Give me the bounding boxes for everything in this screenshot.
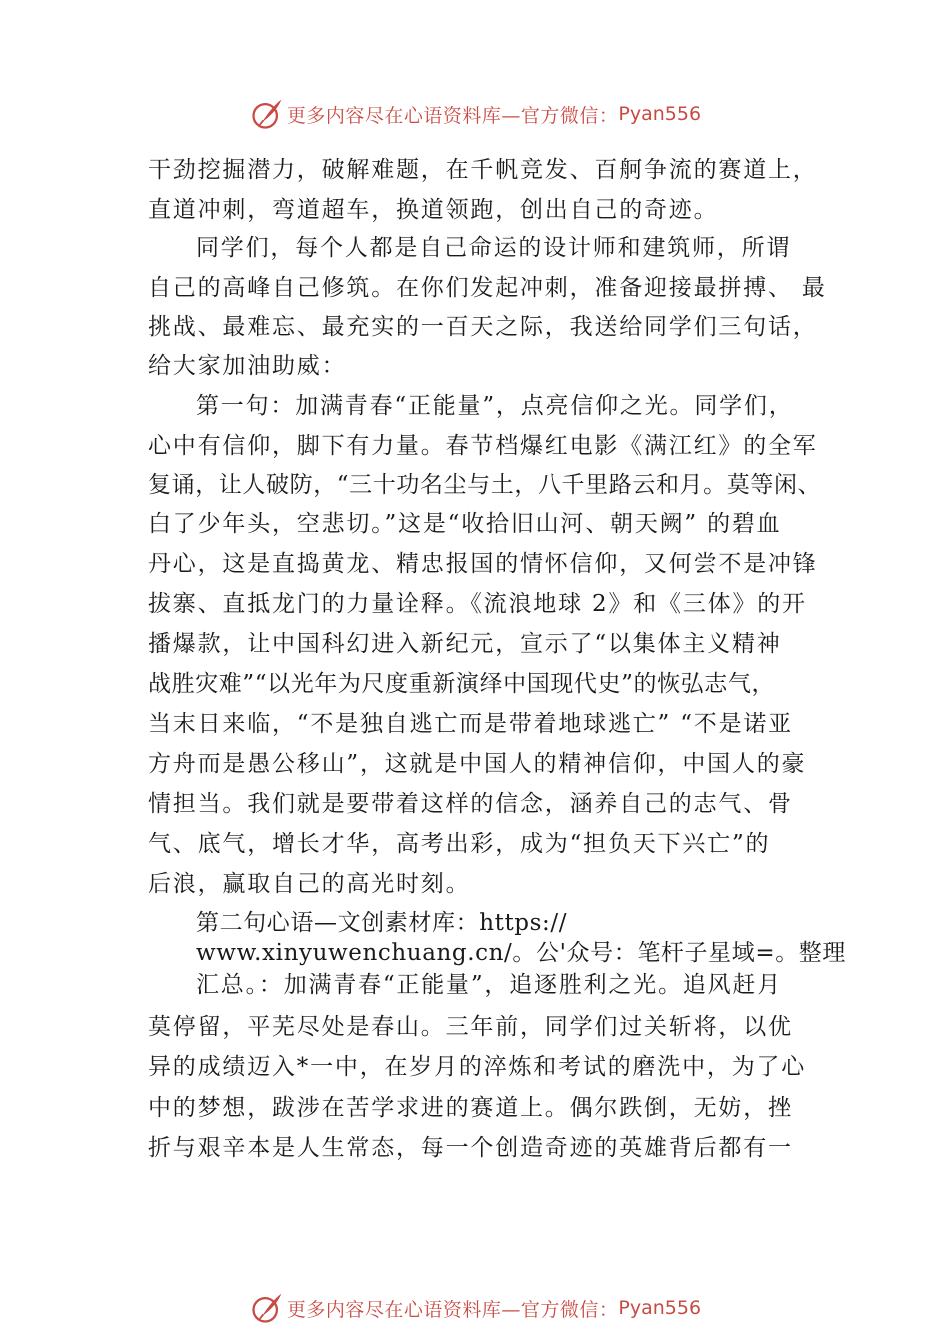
text-line: 复诵，让人破防，“三十功名尘与土，八千里路云和月。莫等闲、	[148, 472, 822, 498]
text-line: 折与艰辛本是人生常态，每一个创造奇迹的英雄背后都有一	[148, 1135, 793, 1161]
text-line: 方舟而是愚公移山”，这就是中国人的精神信仰，中国人的豪	[148, 751, 807, 777]
text-line: 异的成绩迈入*一中，在岁月的淬炼和考试的磨洗中，为了心	[148, 1054, 807, 1080]
brand-text: 更多内容尽在心语资料库—官方微信：	[286, 104, 619, 127]
text-line: 第二句心语—文创素材库：https://	[196, 910, 568, 936]
text-line: 莫停留，平芜尽处是春山。三年前，同学们过关斩将，以优	[148, 1014, 793, 1040]
wechat-id: Pyan556	[618, 103, 702, 125]
text-line: 给大家加油助威：	[148, 353, 347, 379]
text-line: 自己的高峰自己修筑。在你们发起冲刺，准备迎接最拼搏、 最	[148, 275, 827, 301]
quill-logo-icon	[249, 1290, 285, 1326]
text-line: 心中有信仰，脚下有力量。春节档爆红电影《满江红》的全军	[148, 433, 818, 459]
brand-text: 更多内容尽在心语资料库—官方微信：	[286, 1298, 619, 1321]
text-line: 第一句：加满青春“正能量”，点亮信仰之光。同学们，	[196, 393, 794, 419]
text-line: 后浪，赢取自己的高光时刻。	[148, 871, 471, 897]
text-line: 情担当。我们就是要带着这样的信念，涵养自己的志气、骨	[148, 791, 793, 817]
text-line: 同学们，每个人都是自己命运的设计师和建筑师，所谓	[196, 235, 792, 261]
text-line: 直道冲刺，弯道超车，换道领跑，创出自己的奇迹。	[148, 197, 719, 223]
text-line: 中的梦想，跋涉在苦学求进的赛道上。偶尔跌倒，无妨，挫	[148, 1095, 793, 1121]
text-line: 丹心，这是直捣黄龙、精忠报国的情怀信仰，又何尝不是冲锋	[148, 551, 818, 577]
text-line: 当末日来临，“不是独自逃亡而是带着地球逃亡” “不是诺亚	[148, 711, 793, 737]
text-line: 汇总。：加满青春“正能量”，追逐胜利之光。追风赶月	[196, 972, 783, 998]
text-line: 战胜灾难”“以光年为尺度重新演绎中国现代史”的恢弘志气，	[148, 671, 776, 697]
text-line: 拔寨、直抵龙门的力量诠释。《流浪地球 2》和《三体》的开	[148, 591, 807, 617]
text-line: www.xinyuwenchuang.cn/。公'众号：笔杆子星域=。整理	[196, 940, 847, 966]
text-line: 挑战、最难忘、最充实的一百天之际，我送给同学们三句话，	[148, 314, 818, 340]
text-line: 白了少年头，空悲切。”这是“收拾旧山河、朝天阙” 的碧血	[148, 511, 782, 537]
wechat-id: Pyan556	[618, 1297, 702, 1319]
footer-banner	[0, 1288, 950, 1328]
text-line: 播爆款，让中国科幻进入新纪元，宣示了“以集体主义精神	[148, 631, 782, 657]
text-line: 干劲挖掘潜力，破解难题，在千帆竞发、百舸争流的赛道上，	[148, 157, 818, 183]
text-line: 气、底气，增长才华，高考出彩，成为“担负天下兴亡”的	[148, 831, 771, 857]
